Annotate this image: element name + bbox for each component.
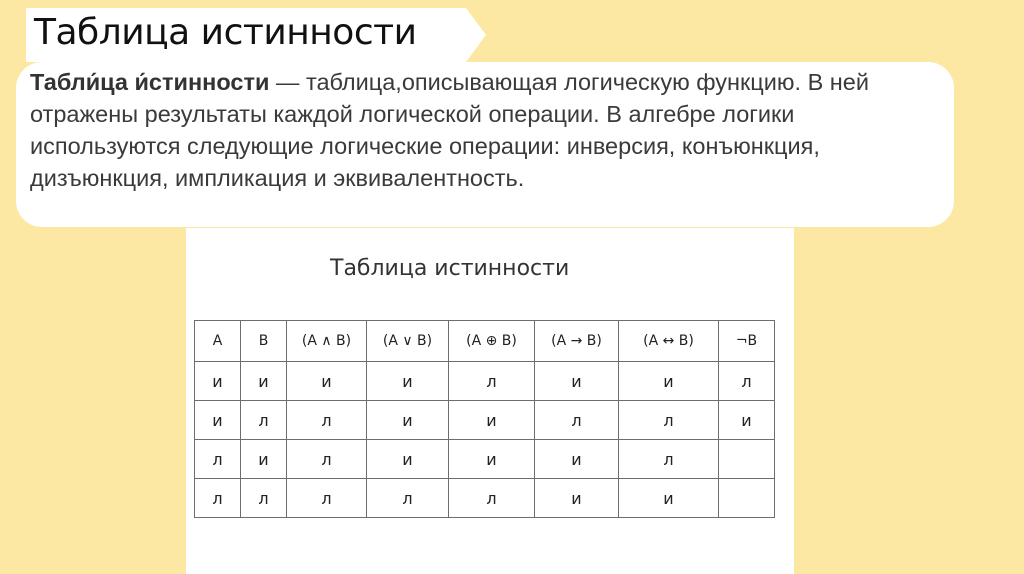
table-cell: л <box>287 401 367 440</box>
table-cell: и <box>535 362 619 401</box>
header-cell: (А ↔ В) <box>619 321 719 362</box>
table-cell: л <box>195 440 241 479</box>
slide-title: Таблица истинности <box>34 12 417 53</box>
table-cell: л <box>619 401 719 440</box>
table-row <box>195 479 775 518</box>
header-cell: А <box>195 321 241 362</box>
truth-table <box>194 320 775 518</box>
table-cell <box>719 479 775 518</box>
header-cell: (А ∨ В) <box>367 321 449 362</box>
header-cell: (А ∧ В) <box>287 321 367 362</box>
table-cell: и <box>619 362 719 401</box>
description-text <box>30 66 930 194</box>
table-cell: и <box>241 440 287 479</box>
table-cell: л <box>241 401 287 440</box>
table-cell: и <box>449 401 535 440</box>
table-cell: и <box>535 479 619 518</box>
table-cell <box>719 440 775 479</box>
table-cell: л <box>535 401 619 440</box>
description-body: — таблица,описывающая логическую функцию. В ней отражены результаты каждой логической операции. В алгебре логики используются следующие логические операции: инверсия, конъюнкция, дизъюнкция, импликация и эквивалентность. <box>30 69 869 191</box>
table-cell: и <box>449 440 535 479</box>
table-cell: л <box>367 479 449 518</box>
table-cell: л <box>287 440 367 479</box>
table-cell: и <box>287 362 367 401</box>
description-box <box>16 62 954 227</box>
table-row <box>195 362 775 401</box>
description-term: Табли́ца и́стинности <box>30 69 270 95</box>
header-cell: ¬В <box>719 321 775 362</box>
header-cell: (А ⊕ В) <box>449 321 535 362</box>
table-cell: л <box>195 479 241 518</box>
table-cell: и <box>195 362 241 401</box>
table-header-row <box>195 321 775 362</box>
table-title: Таблица истинности <box>330 256 570 281</box>
table-cell: и <box>719 401 775 440</box>
table-cell: л <box>287 479 367 518</box>
table-cell: и <box>367 362 449 401</box>
table-cell: л <box>449 362 535 401</box>
table-cell: л <box>241 479 287 518</box>
table-cell: л <box>619 440 719 479</box>
table-cell: и <box>619 479 719 518</box>
table-cell: и <box>367 401 449 440</box>
table-cell: и <box>535 440 619 479</box>
table-cell: л <box>449 479 535 518</box>
table-cell: и <box>195 401 241 440</box>
header-cell: (А → В) <box>535 321 619 362</box>
header-cell: В <box>241 321 287 362</box>
table-cell: и <box>367 440 449 479</box>
table-row <box>195 401 775 440</box>
table-cell: и <box>241 362 287 401</box>
table-cell: л <box>719 362 775 401</box>
table-row <box>195 440 775 479</box>
